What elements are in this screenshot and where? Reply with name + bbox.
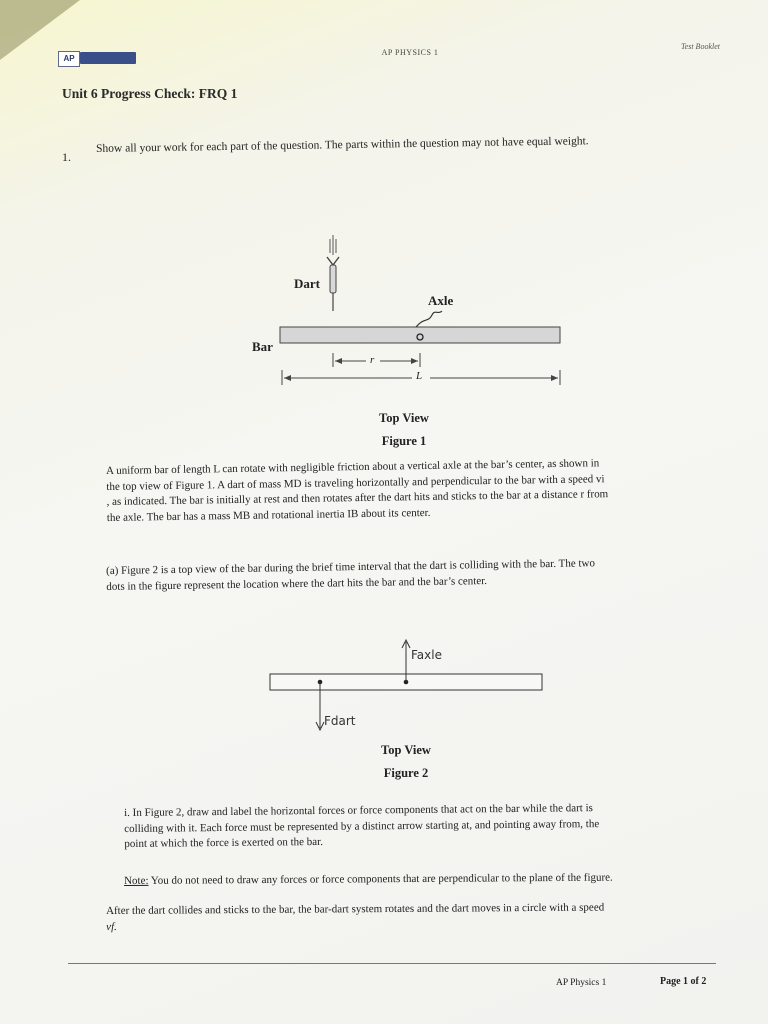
header-booklet: Test Booklet [680, 42, 720, 51]
footer-divider [68, 963, 716, 964]
footer-page-number: Page 1 of 2 [660, 976, 707, 987]
dart-label: Dart [294, 276, 320, 291]
problem-line-1: A uniform bar of length L can rotate with negligible friction about a vertical axle at the bar’s center, as shown in [106, 457, 600, 477]
bar-label: Bar [252, 339, 273, 354]
note-text: You do not need to draw any forces or force components that are perpendicular to the plane of the figure. [148, 871, 613, 887]
figure-2-view: Top View [381, 743, 431, 757]
part-a-line-1: (a) Figure 2 is a top view of the bar during the brief time interval that the dart is colliding with the bar. The two [106, 557, 596, 577]
problem-line-4: the axle. The bar has a mass MB and rotational inertia IB about its center. [106, 506, 431, 524]
part-i-line-3: point at which the force is exerted on the bar. [124, 835, 323, 850]
problem-description [106, 454, 727, 526]
part-i-line-2: colliding with it. Each force must be represented by a distinct arrow starting at, and pointing away from, the [124, 817, 600, 835]
figure-2-diagram [260, 630, 560, 740]
after-collision [106, 900, 726, 935]
r-label: r [370, 354, 375, 366]
part-a-line-2: dots in the figure represent the location where the dart hits the bar and the bar’s center. [106, 574, 488, 593]
f-dart-label: Fdart [324, 714, 356, 728]
f-axle-label: Faxle [411, 648, 442, 662]
ap-logo: AP [58, 51, 80, 67]
note-label: Note: [124, 874, 149, 887]
after-line-1: After the dart collides and sticks to the bar, the bar-dart system rotates and the dart moves in a circle with a speed [106, 901, 605, 917]
figure-1-view: Top View [379, 411, 429, 425]
part-a [106, 554, 726, 595]
header-course: AP PHYSICS 1 [381, 48, 439, 57]
figure-1-caption: Figure 1 [381, 434, 427, 448]
page-title: Unit 6 Progress Check: FRQ 1 [62, 86, 238, 101]
problem-line-2: the top view of Figure 1. A dart of mass MD is traveling horizontally and perpendicular to the bar with a speed vi [106, 472, 605, 493]
part-i-line-1: i. In Figure 2, draw and label the horizontal forces or force components that act on the bar while the dart is [124, 802, 593, 819]
question-number: 1. [62, 150, 71, 164]
dart-icon [327, 235, 339, 311]
after-line-2: vf. [106, 920, 117, 933]
axle-pointer [416, 311, 442, 327]
part-i [124, 800, 724, 853]
figure-1-diagram [180, 225, 600, 395]
axle-label: Axle [428, 293, 454, 308]
problem-line-3: , as indicated. The bar is initially at rest and then rotates after the dart hits and sticks to the bar at a distance r from [106, 488, 609, 508]
L-label: L [416, 370, 423, 382]
note-line [124, 871, 613, 890]
question-instruction: Show all your work for each part of the question. The parts within the question may not have equal weight. [96, 135, 589, 155]
footer-course: AP Physics 1 [556, 978, 607, 988]
figure-2-caption: Figure 2 [383, 766, 429, 780]
